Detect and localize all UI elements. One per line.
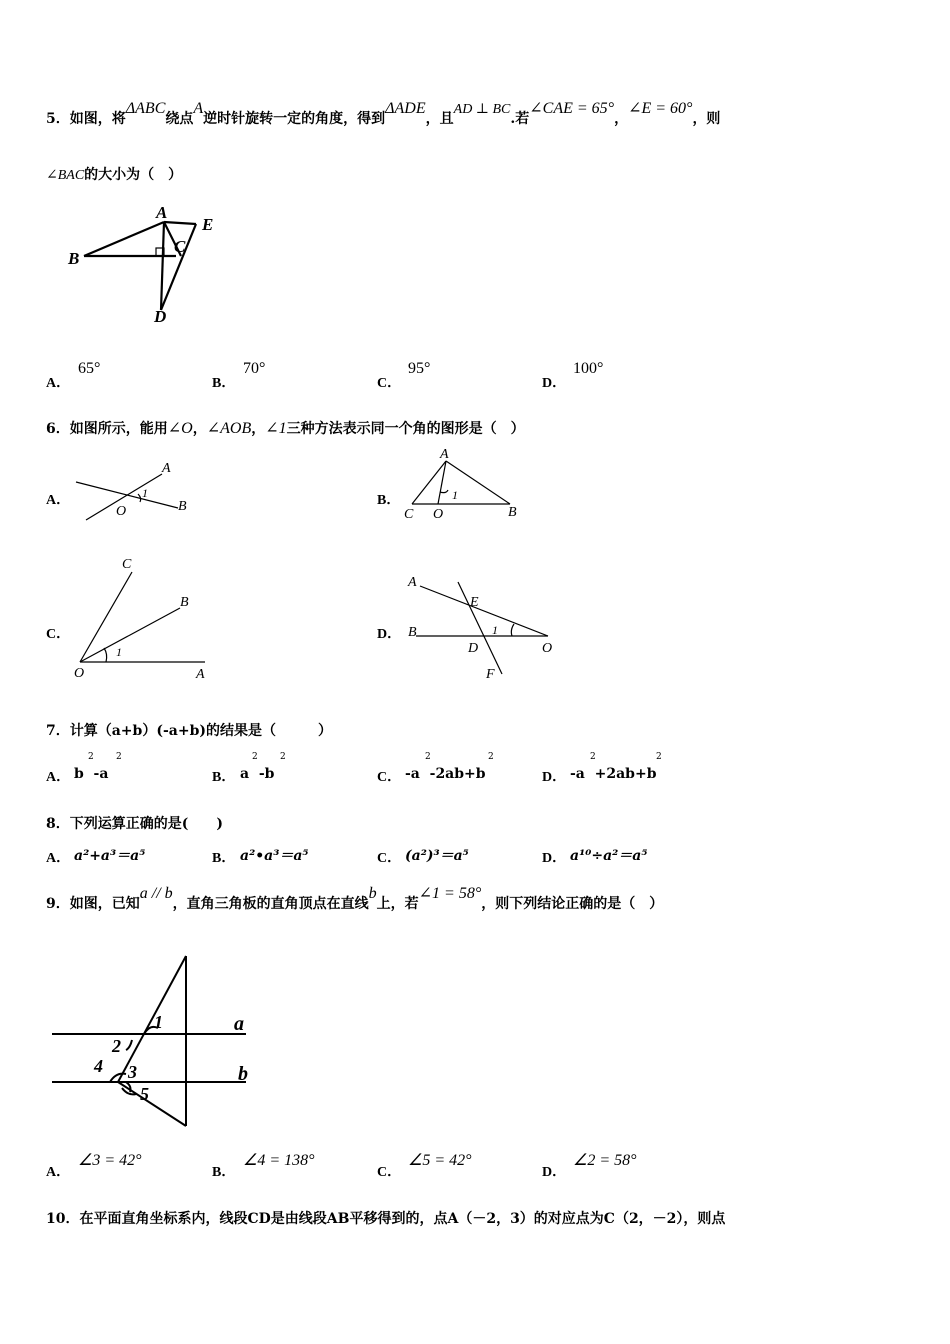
svg-text:C: C: [122, 557, 132, 572]
q7-stem: 7．计算（a+b）(-a+b)的结果是（ ）: [46, 723, 332, 739]
svg-text:F: F: [486, 667, 495, 682]
q5-option-a-value: 65°: [78, 360, 101, 377]
svg-text:1: 1: [116, 645, 122, 659]
q9-number: 9．: [46, 896, 70, 912]
svg-text:O: O: [542, 641, 553, 656]
svg-text:A: A: [162, 461, 171, 476]
svg-text:O: O: [74, 666, 85, 681]
svg-text:1: 1: [492, 623, 498, 637]
q6-option-a-label[interactable]: A．: [46, 493, 71, 508]
q8-option-a-label[interactable]: A．: [46, 851, 71, 866]
q9-option-a-label[interactable]: A．: [46, 1165, 71, 1180]
q5-label-B: B: [68, 249, 80, 268]
svg-text:B: B: [408, 625, 417, 640]
svg-text:b: b: [238, 1063, 248, 1085]
svg-text:B: B: [180, 595, 189, 610]
q5-stem: 5．如图，将ΔABC绕点A逆时针旋转一定的角度，得到ΔADE，且AD ⊥ BC.若∠CAE = 65°，∠E = 60°，则: [46, 100, 721, 127]
q9-option-a-value: ∠3 = 42°: [78, 1152, 142, 1169]
svg-text:B: B: [508, 505, 517, 520]
q9-option-b-label[interactable]: B．: [212, 1165, 236, 1180]
q7-option-a-label[interactable]: A．: [46, 770, 71, 785]
svg-text:O: O: [433, 507, 444, 522]
svg-text:A: A: [196, 667, 205, 682]
q5-figure: [46, 200, 246, 330]
q6-option-b-label[interactable]: B．: [377, 493, 401, 508]
q5-label-D: D: [154, 307, 167, 326]
q6-option-d-label[interactable]: D．: [377, 627, 402, 642]
q8-option-a-value: a²+a³＝a⁵: [74, 848, 146, 864]
q5-option-d-label[interactable]: D．: [542, 376, 567, 391]
q5-option-b-label[interactable]: B．: [212, 376, 236, 391]
svg-text:O: O: [116, 504, 127, 519]
svg-text:3: 3: [128, 1062, 137, 1082]
q7-option-b-label[interactable]: B．: [212, 770, 236, 785]
svg-text:2: 2: [112, 1036, 121, 1056]
q9-stem: 9．如图，已知a // b，直角三角板的直角顶点在直线b上，若∠1 = 58°，则下列结论正确的是（ ）: [46, 885, 664, 912]
svg-text:a: a: [234, 1013, 244, 1035]
q8-option-d-value: a¹⁰÷a²＝a⁵: [570, 848, 648, 864]
q7-option-d-label[interactable]: D．: [542, 770, 567, 785]
q5-number: 5．: [46, 111, 70, 127]
q5-label-E: E: [202, 215, 214, 234]
q6-stem: 6．如图所示，能用∠O，∠AOB，∠1三种方法表示同一个角的图形是（ ）: [46, 420, 525, 437]
q9-option-c-value: ∠5 = 42°: [408, 1152, 472, 1169]
q6-number: 6．: [46, 421, 70, 437]
q10-stem: 10．在平面直角坐标系内，线段CD是由线段AB平移得到的，点A（－2，3）的对应点为C（2，－2），则点: [46, 1211, 726, 1227]
svg-text:1: 1: [452, 488, 458, 502]
svg-text:B: B: [178, 499, 187, 514]
q6-figure-c: [70, 552, 220, 682]
svg-text:C: C: [404, 507, 414, 522]
q7-option-a-value: b -a: [74, 766, 109, 782]
svg-text:4: 4: [94, 1056, 103, 1076]
svg-text:1: 1: [154, 1012, 163, 1032]
q5-option-a-label[interactable]: A．: [46, 376, 71, 391]
q7-option-c-value: -a -2ab+b: [405, 766, 486, 782]
svg-text:E: E: [470, 595, 479, 610]
q9-option-d-value: ∠2 = 58°: [573, 1152, 637, 1169]
q8-option-c-value: (a²)³＝a⁵: [405, 848, 469, 864]
q6-figure-a: [70, 458, 200, 528]
q7-option-d-value: -a +2ab+b: [570, 766, 657, 782]
q9-option-b-value: ∠4 = 138°: [243, 1152, 315, 1169]
q9-option-d-label[interactable]: D．: [542, 1165, 567, 1180]
q8-option-d-label[interactable]: D．: [542, 851, 567, 866]
svg-text:A: A: [408, 575, 417, 590]
q5-label-A: A: [156, 203, 168, 222]
q5-option-b-value: 70°: [243, 360, 266, 377]
q7-option-b-value: a -b: [240, 766, 275, 782]
q5-option-d-value: 100°: [573, 360, 604, 377]
q5-option-c-label[interactable]: C．: [377, 376, 402, 391]
q9-option-c-label[interactable]: C．: [377, 1165, 402, 1180]
q5-label-C: C: [174, 237, 186, 256]
q7-option-c-label[interactable]: C．: [377, 770, 402, 785]
q8-stem: 8．下列运算正确的是( ): [46, 816, 223, 832]
q5-option-c-value: 95°: [408, 360, 431, 377]
q5-stem-2: ∠BAC的大小为（ ）: [46, 167, 183, 183]
svg-text:1: 1: [142, 486, 148, 500]
svg-text:5: 5: [140, 1084, 149, 1104]
svg-text:D: D: [468, 641, 479, 656]
q6-option-c-label[interactable]: C．: [46, 627, 71, 642]
q8-option-b-value: a²•a³＝a⁵: [240, 848, 309, 864]
q8-option-c-label[interactable]: C．: [377, 851, 402, 866]
q9-figure: [46, 948, 276, 1138]
q6-figure-b: [400, 444, 540, 524]
q8-option-b-label[interactable]: B．: [212, 851, 236, 866]
svg-text:A: A: [440, 447, 449, 462]
q6-figure-d: [400, 570, 570, 680]
